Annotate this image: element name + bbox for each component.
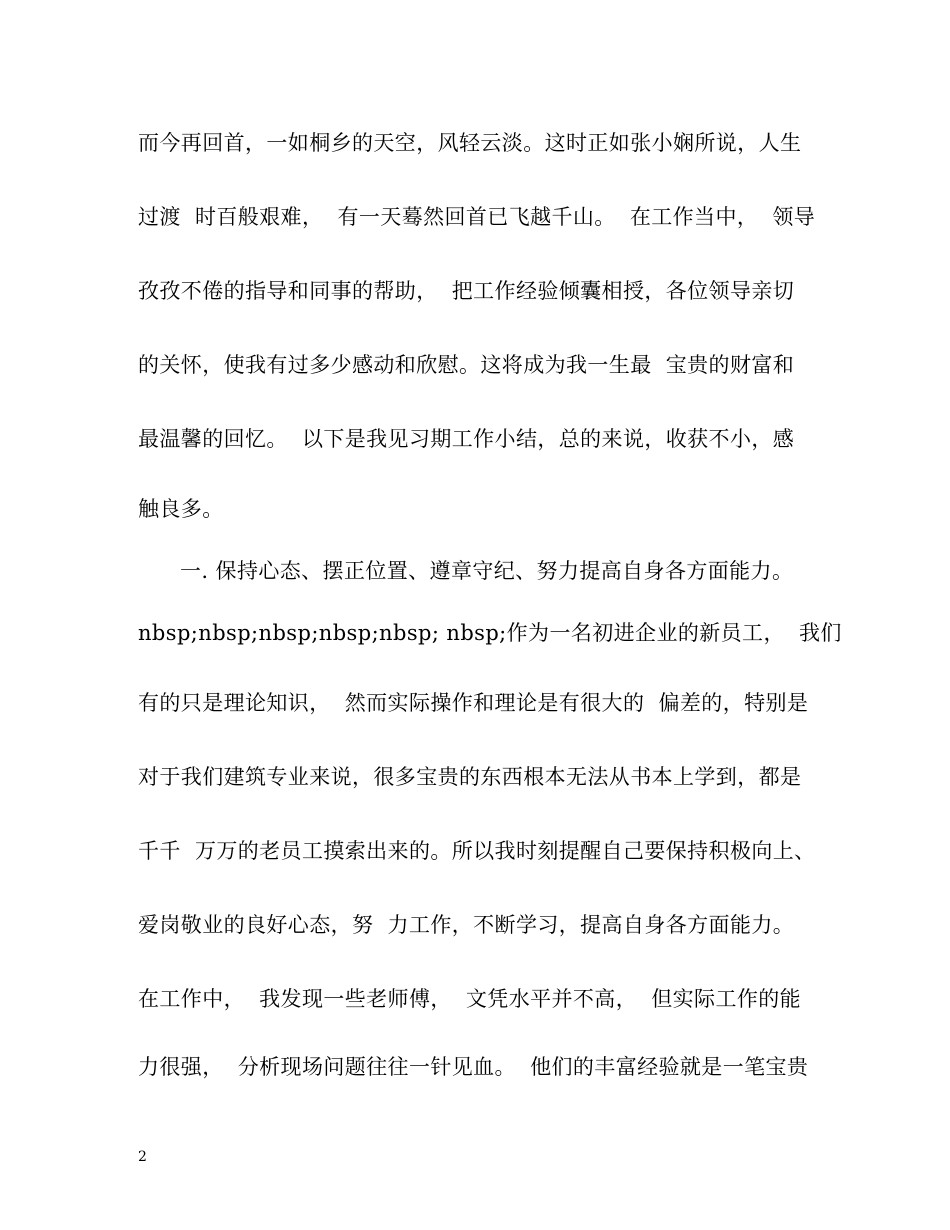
page-number: 2 — [138, 1149, 147, 1165]
text-line-1: 而今再回首，一如桐乡的天空，风轻云淡。这时正如张小娴所说，人生 — [138, 131, 802, 155]
text-line-8: nbsp;nbsp;nbsp;nbsp;nbsp; nbsp;作为一名初进企业的新员工， 我们 — [138, 621, 842, 645]
text-line-4: 的关怀，使我有过多少感动和欣慰。这将成为我一生最 宝贵的财富和 — [138, 353, 795, 377]
text-line-2: 过渡 时百般艰难， 有一天蓦然回首已飞越千山。 在工作当中， 领导 — [138, 205, 816, 229]
text-line-10: 对于我们建筑专业来说，很多宝贵的东西根本无法从书本上学到，都是 — [138, 765, 802, 789]
text-line-5: 最温馨的回忆。 以下是我见习期工作小结，总的来说，收获不小，感 — [138, 427, 795, 451]
text-line-13: 在工作中， 我发现一些老师傅， 文凭水平并不高， 但实际工作的能 — [138, 987, 802, 1011]
text-line-3: 孜孜不倦的指导和同事的帮助， 把工作经验倾囊相授，各位领导亲切 — [138, 279, 795, 303]
text-line-14: 力很强， 分析现场问题往往一针见血。 他们的丰富经验就是一笔宝贵 — [138, 1055, 809, 1079]
section-heading: 一. 保持心态、摆正位置、遵章守纪、努力提高自身各方面能力。 — [180, 559, 794, 583]
text-line-9: 有的只是理论知识， 然而实际操作和理论是有很大的 偏差的，特别是 — [138, 691, 809, 715]
text-line-11: 千千 万万的老员工摸索出来的。所以我时刻提醒自己要保持积极向上、 — [138, 839, 816, 863]
text-line-6: 触良多。 — [138, 497, 224, 521]
text-line-12: 爱岗敬业的良好心态，努 力工作，不断学习，提高自身各方面能力。 — [138, 913, 795, 937]
